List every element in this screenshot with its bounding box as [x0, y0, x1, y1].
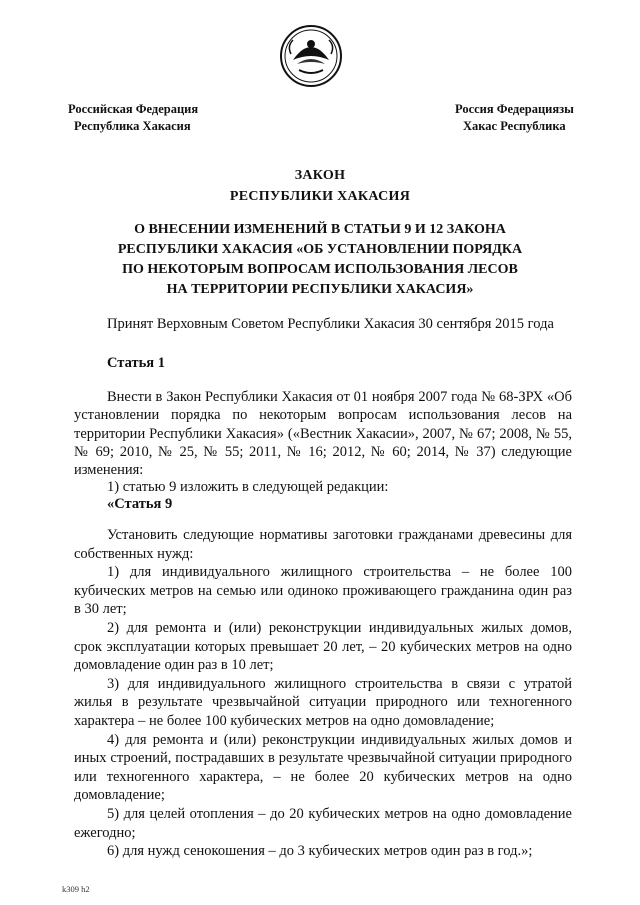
quoted-article-9-heading: «Статья 9: [107, 496, 173, 512]
header-right-line2: Хакас Республика: [463, 119, 566, 133]
header-right-line1: Россия Федерациязы: [455, 102, 574, 116]
article-9-intro: Установить следующие нормативы заготовки гражданами древесины для собственных нужд:: [74, 527, 572, 562]
article-9-body: [74, 526, 572, 861]
article-1-body: [74, 388, 572, 479]
article-9-item-5: 5) для целей отопления – до 20 кубических метров на одно домовладение ежегодно;: [74, 805, 572, 841]
law-title-line2: РЕСПУБЛИКИ ХАКАСИЯ: [229, 189, 411, 204]
header-right: [455, 101, 574, 135]
article-9-item-2: 2) для ремонта и (или) реконструкции индивидуальных жилых домов, срок эксплуатации которых превышает 20 лет, – 20 кубических метров на одно домовладение один раз в 10 лет;: [74, 619, 572, 674]
header-left-line2: Республика Хакасия: [74, 119, 191, 133]
law-title: [0, 165, 640, 207]
document-code: k309 h2: [62, 884, 90, 894]
khakassia-emblem-icon: [279, 24, 343, 88]
header-left: [68, 101, 198, 135]
law-title-line1: ЗАКОН: [294, 168, 346, 183]
article-9-item-1: 1) для индивидуального жилищного строительства – не более 100 кубических метров на семью или одиноко проживающего гражданина один раз в 30 лет;: [74, 564, 572, 618]
header-left-line1: Российская Федерация: [68, 102, 199, 116]
law-subject-line1: О ВНЕСЕНИИ ИЗМЕНЕНИЙ В СТАТЬИ 9 И 12 ЗАКОНА: [134, 222, 506, 237]
adoption-statement: Принят Верховным Советом Республики Хакасия 30 сентября 2015 года: [107, 316, 554, 332]
article-1-item-1: 1) статью 9 изложить в следующей редакции:: [107, 479, 389, 495]
article-9-item-4: 4) для ремонта и (или) реконструкции индивидуальных жилых домов и иных строений, пострадавших в результате чрезвычайной ситуации природного или техногенного характера, – не более 20 кубических метров на одно домовладение;: [74, 731, 572, 804]
law-subject-line2: РЕСПУБЛИКИ ХАКАСИЯ «ОБ УСТАНОВЛЕНИИ ПОРЯДКА: [117, 242, 523, 257]
article-1-intro: Внести в Закон Республики Хакасия от 01 ноября 2007 года № 68-ЗРХ «Об установлении порядка по некоторым вопросам использования лесов на территории Республики Хакасия» («Вестник Хакасии», 2007, № 67; 2008, № 55, № 69; 2010, № 25, № 55; 2011, № 16; 2012, № 60; 2014, № 37) следующие изменения:: [74, 389, 572, 479]
article-9-item-3: 3) для индивидуального жилищного строительства в связи с утратой жилья в результате чрезвычайной ситуации природного или техногенного характера – не более 100 кубических метров на одно домовладение;: [74, 675, 572, 729]
law-subject-line3: ПО НЕКОТОРЫМ ВОПРОСАМ ИСПОЛЬЗОВАНИЯ ЛЕСОВ: [122, 262, 518, 277]
article-9-item-6: 6) для нужд сенокошения – до 3 кубических метров один раз в год.»;: [107, 843, 533, 860]
article-1-heading: Статья 1: [107, 355, 165, 371]
law-subject-line4: НА ТЕРРИТОРИИ РЕСПУБЛИКИ ХАКАСИЯ»: [166, 282, 474, 297]
law-subject: [0, 220, 640, 300]
